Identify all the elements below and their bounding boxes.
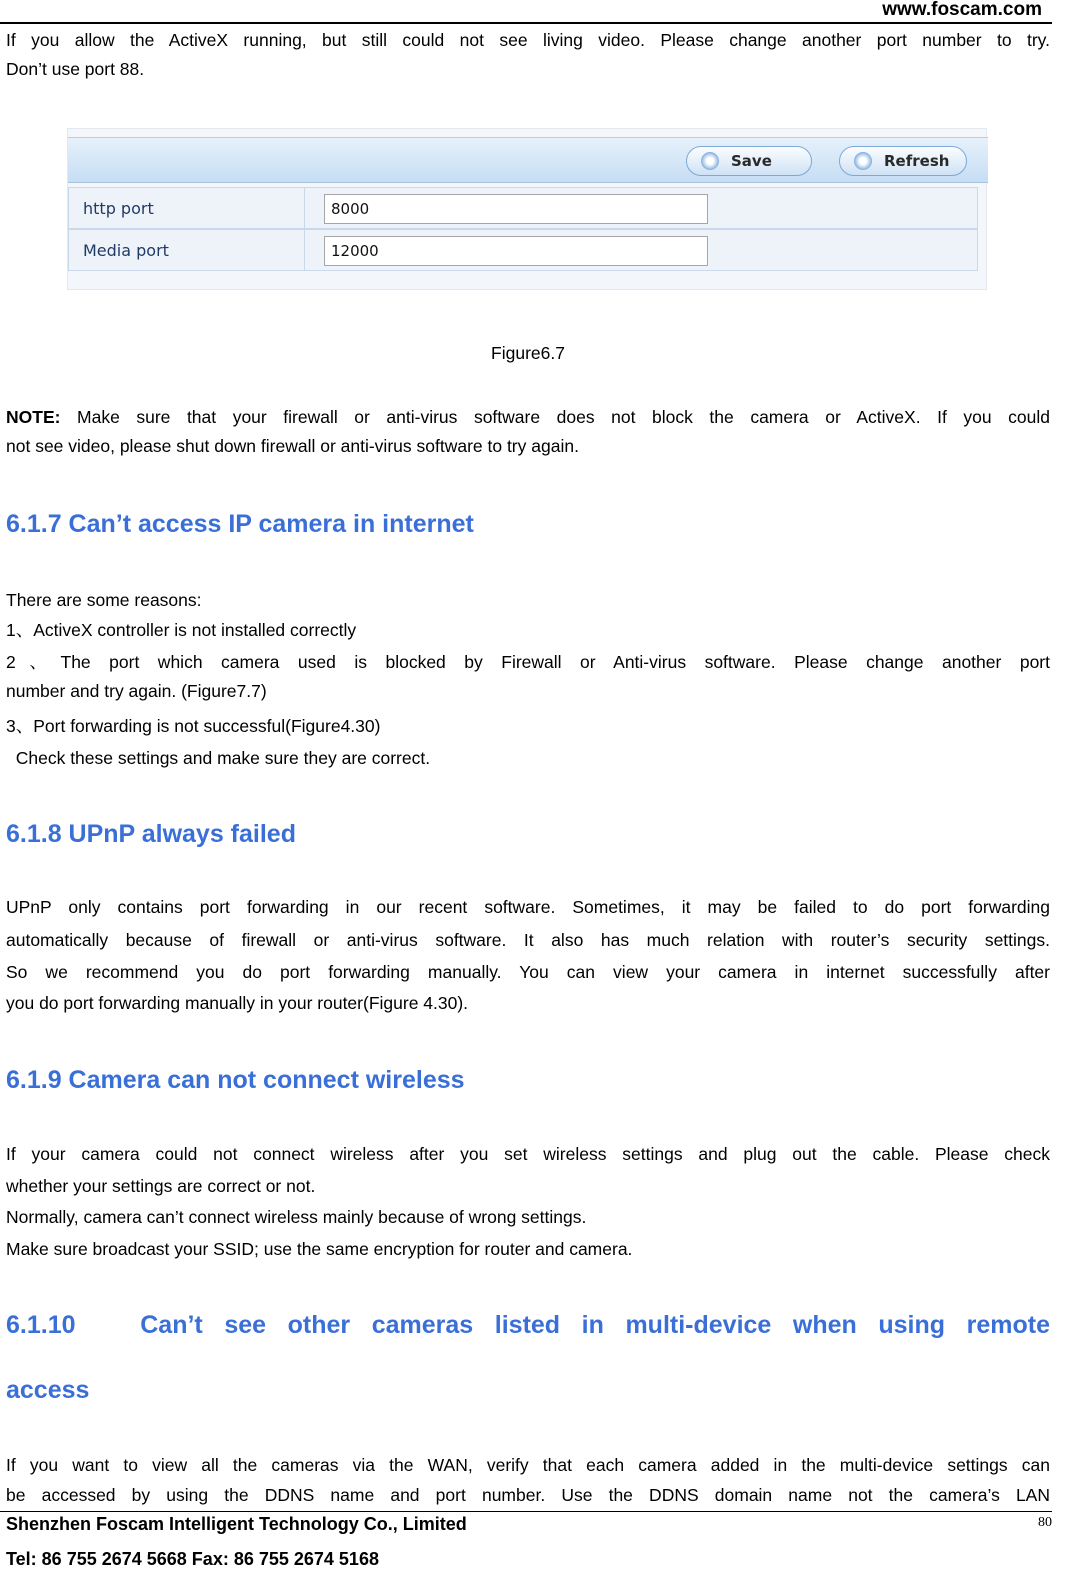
figure-toolbar xyxy=(68,137,988,183)
refresh-button[interactable] xyxy=(839,146,967,176)
note-text: Make sure that your firewall or anti-virus software does not block the camera or ActiveX. If you could xyxy=(60,407,1050,427)
refresh-circle-icon xyxy=(854,152,872,170)
intro-line-2: Don’t use port 88. xyxy=(6,59,145,79)
save-button-label: Save xyxy=(731,152,772,170)
section-6-1-10-title: 6.1.10 Can’t see other cameras listed in multi-device when using remote xyxy=(6,1311,1050,1339)
note-prefix: NOTE: xyxy=(6,407,61,427)
s6110-line-1: If you want to view all the cameras via the WAN, verify that each camera added in the multi-device settings can xyxy=(6,1455,1050,1475)
header-rule xyxy=(0,22,1052,24)
s618-line-2: automatically because of firewall or anti-virus software. It also has much relation with router’s security settings. xyxy=(6,930,1050,950)
s617-line-4: number and try again. (Figure7.7) xyxy=(6,681,267,701)
figure-port-settings xyxy=(67,128,987,290)
section-6-1-7-title: 6.1.7 Can’t access IP camera in internet xyxy=(6,510,474,538)
footer-rule xyxy=(0,1511,1052,1512)
media-port-label: Media port xyxy=(83,241,169,260)
s617-line-3: 2、The port which camera used is blocked by Firewall or Anti-virus software. Please change another port xyxy=(6,652,1050,672)
row-separator xyxy=(304,230,305,270)
page-number: 80 xyxy=(1038,1515,1052,1530)
s617-line-6: Check these settings and make sure they are correct. xyxy=(6,748,431,768)
section-6-1-9-title: 6.1.9 Camera can not connect wireless xyxy=(6,1066,465,1094)
refresh-button-label: Refresh xyxy=(884,152,950,170)
media-port-row xyxy=(68,229,978,271)
s617-line-2: 1、ActiveX controller is not installed correctly xyxy=(6,620,357,640)
media-port-input[interactable] xyxy=(324,236,708,266)
section-6-1-10-title-cont: access xyxy=(6,1376,90,1404)
s618-line-4: you do port forwarding manually in your router(Figure 4.30). xyxy=(6,993,469,1013)
note-line-1 xyxy=(6,403,1050,432)
s619-line-1: If your camera could not connect wireless after you set wireless settings and plug out the cable. Please check xyxy=(6,1144,1050,1164)
footer-company: Shenzhen Foscam Intelligent Technology Co., Limited xyxy=(6,1514,467,1534)
footer-contact: Tel: 86 755 2674 5668 Fax: 86 755 2674 5168 xyxy=(6,1549,379,1569)
s619-line-2: whether your settings are correct or not. xyxy=(6,1176,316,1196)
save-button[interactable] xyxy=(686,146,812,176)
http-port-row xyxy=(68,187,978,229)
s619-line-4: Make sure broadcast your SSID; use the same encryption for router and camera. xyxy=(6,1239,633,1259)
row-separator xyxy=(304,188,305,228)
s618-line-1: UPnP only contains port forwarding in our recent software. Sometimes, it may be failed to do port forwarding xyxy=(6,897,1050,917)
note-line-2: not see video, please shut down firewall or anti-virus software to try again. xyxy=(6,436,579,456)
section-6-1-8-title: 6.1.8 UPnP always failed xyxy=(6,820,296,848)
s618-line-3: So we recommend you do port forwarding manually. You can view your camera in internet successfully after xyxy=(6,962,1050,982)
http-port-label: http port xyxy=(83,199,154,218)
s617-line-1: There are some reasons: xyxy=(6,590,202,610)
s617-line-5: 3、Port forwarding is not successful(Figure4.30) xyxy=(6,716,381,736)
header-url: www.foscam.com xyxy=(882,0,1042,20)
s6110-line-2: be accessed by using the DDNS name and port number. Use the DDNS domain name not the camera’s LAN xyxy=(6,1485,1050,1505)
figure-caption: Figure6.7 xyxy=(491,343,565,363)
http-port-input[interactable] xyxy=(324,194,708,224)
intro-line-1: If you allow the ActiveX running, but still could not see living video. Please change another port number to try. xyxy=(6,30,1050,50)
refresh-circle-icon xyxy=(701,152,719,170)
s619-line-3: Normally, camera can’t connect wireless mainly because of wrong settings. xyxy=(6,1207,587,1227)
